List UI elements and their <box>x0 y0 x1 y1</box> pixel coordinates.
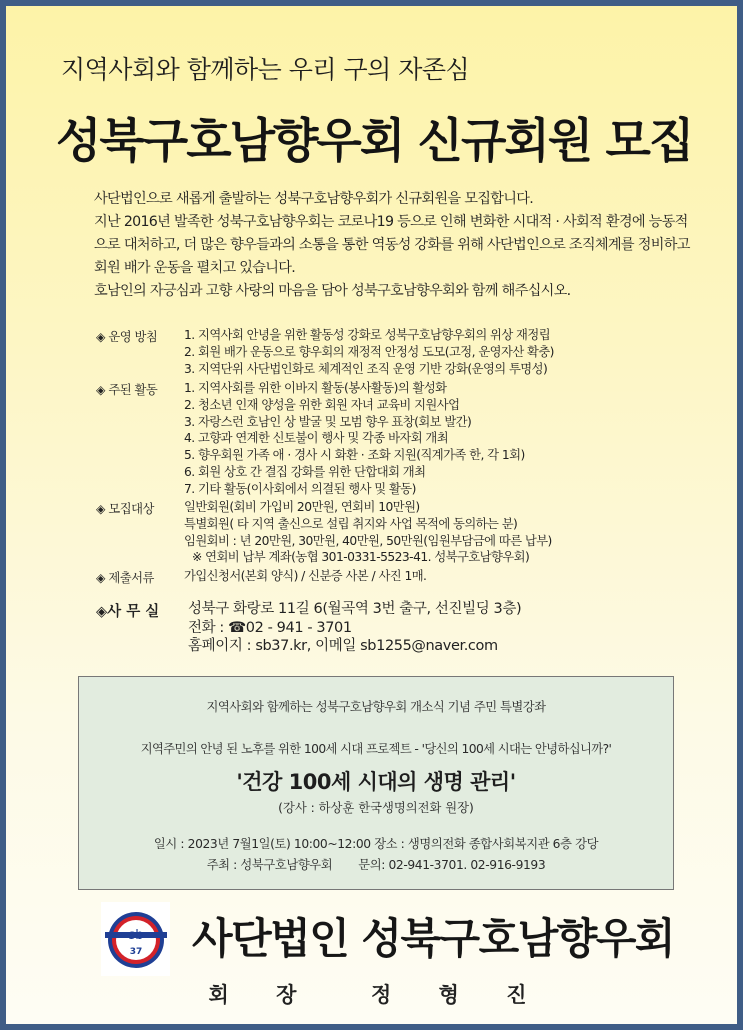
logo-letters: sb <box>128 928 144 943</box>
lecture-title: '건강 100세 시대의 생명 관리' <box>236 770 516 794</box>
account-note: ※ 연회비 납부 계좌(농협 301-0331-5523-41. 성북구호남향우회) <box>192 550 530 565</box>
poster-title: 성북구호남향우회 신규회원 모집 <box>56 114 693 169</box>
lecture-host-contact <box>79 855 673 873</box>
logo-emblem-icon <box>101 902 170 976</box>
intro-line: 사단법인으로 새롭게 출발하는 성북구호남향우회가 신규회원을 모집합니다. <box>94 191 534 207</box>
office-address: 성북구 화랑로 11길 6(월곡역 3번 출구, 선진빌딩 3층) <box>188 601 522 617</box>
lecture-project: 지역주민의 안녕 된 노후를 위한 100세 시대 프로젝트 - '당신의 100세 시대는 안녕하십니까?' <box>140 742 612 756</box>
office-phone: 전화 : ☎02 - 941 - 3701 <box>188 619 352 636</box>
documents-list <box>184 568 426 585</box>
office-info <box>188 600 521 656</box>
target-list <box>184 499 552 566</box>
organization-logo <box>101 902 170 976</box>
activities-list <box>184 380 525 498</box>
intro-paragraph <box>94 188 694 303</box>
target-label: ◈ 모집대상 <box>96 502 154 516</box>
list-item: 임원회비 : 년 20만원, 30만원, 40만원, 50만원(임원부담금에 따른 납부) <box>184 533 552 548</box>
list-item: 3. 자랑스런 호남인 상 발굴 및 모범 향우 표창(회보 발간) <box>184 414 472 429</box>
policy-list <box>184 327 554 377</box>
poster-subtitle: 지역사회와 함께하는 우리 구의 자존심 <box>61 55 470 84</box>
lecture-schedule: 일시 : 2023년 7월1일(토) 10:00~12:00 장소 : 생명의전화 종합사회복지관 6층 강당 <box>153 837 599 851</box>
organization-name: 사단법인 성북구호남향우회 <box>192 914 674 963</box>
list-item: 1. 지역사회 안녕을 위한 활동성 강화로 성북구호남향우회의 위상 재정립 <box>184 328 551 342</box>
list-item: 2. 회원 배가 운동으로 향우회의 재정적 안정성 도모(고정, 운영자산 확충) <box>184 344 554 359</box>
list-item: 가입신청서(본회 양식) / 신분증 사본 / 사진 1매. <box>184 569 427 583</box>
lecture-contact: 문의: 02-941-3701. 02-916-9193 <box>358 858 546 872</box>
office-label: ◈사 무 실 <box>96 604 160 620</box>
office-web: 홈페이지 : sb37.kr, 이메일 sb1255@naver.com <box>188 638 498 654</box>
president-name: 회 장 정 형 진 <box>208 983 547 1007</box>
lecture-speaker: (강사 : 하상훈 한국생명의전화 원장) <box>278 801 474 815</box>
logo-number: 37 <box>129 947 143 957</box>
list-item: 7. 기타 활동(이사회에서 의결된 행사 및 활동) <box>184 481 416 496</box>
lecture-host: 주최 : 성북구호남향우회 <box>206 858 333 872</box>
lecture-intro: 지역사회와 함께하는 성북구호남향우회 개소식 기념 주민 특별강좌 <box>206 700 546 714</box>
list-item: 6. 회원 상호 간 결집 강화를 위한 단합대회 개최 <box>184 464 426 479</box>
policy-label: ◈ 운영 방침 <box>96 330 158 344</box>
list-item: 1. 지역사회를 위한 이바지 활동(봉사활동)의 활성화 <box>184 381 447 395</box>
list-item: 3. 지역단위 사단법인화로 체계적인 조직 운영 기반 강화(운영의 투명성) <box>184 361 548 376</box>
documents-label: ◈ 제출서류 <box>96 571 154 585</box>
list-item: 4. 고향과 연계한 신토불이 행사 및 각종 바자회 개최 <box>184 431 449 446</box>
lecture-box <box>78 676 674 890</box>
list-item: 일반회원(회비 가입비 20만원, 연회비 10만원) <box>184 500 420 514</box>
intro-line: 호남인의 자긍심과 고향 사랑의 마음을 담아 성북구호남향우회와 함께 해주십시오. <box>94 283 571 299</box>
list-item: 5. 향우회원 가족 애 · 경사 시 화환 · 조화 지원(직계가족 한, 각 1회) <box>184 448 525 463</box>
list-item: 2. 청소년 인재 양성을 위한 회원 자녀 교육비 지원사업 <box>184 397 460 412</box>
activities-label: ◈ 주된 활동 <box>96 383 158 397</box>
list-item: 특별회원( 타 지역 출신으로 설립 취지와 사업 목적에 동의하는 분) <box>184 516 518 531</box>
intro-line: 지난 2016년 발족한 성북구호남향우회는 코로나19 등으로 인해 변화한 시대적 · 사회적 환경에 능동적으로 대처하고, 더 많은 향우들과의 소통을 통한 역동성 강화를 위해 사단법인으로 조직체계를 정비하고 회원 배가 운동을 펼치고 있습니다. <box>94 214 690 276</box>
